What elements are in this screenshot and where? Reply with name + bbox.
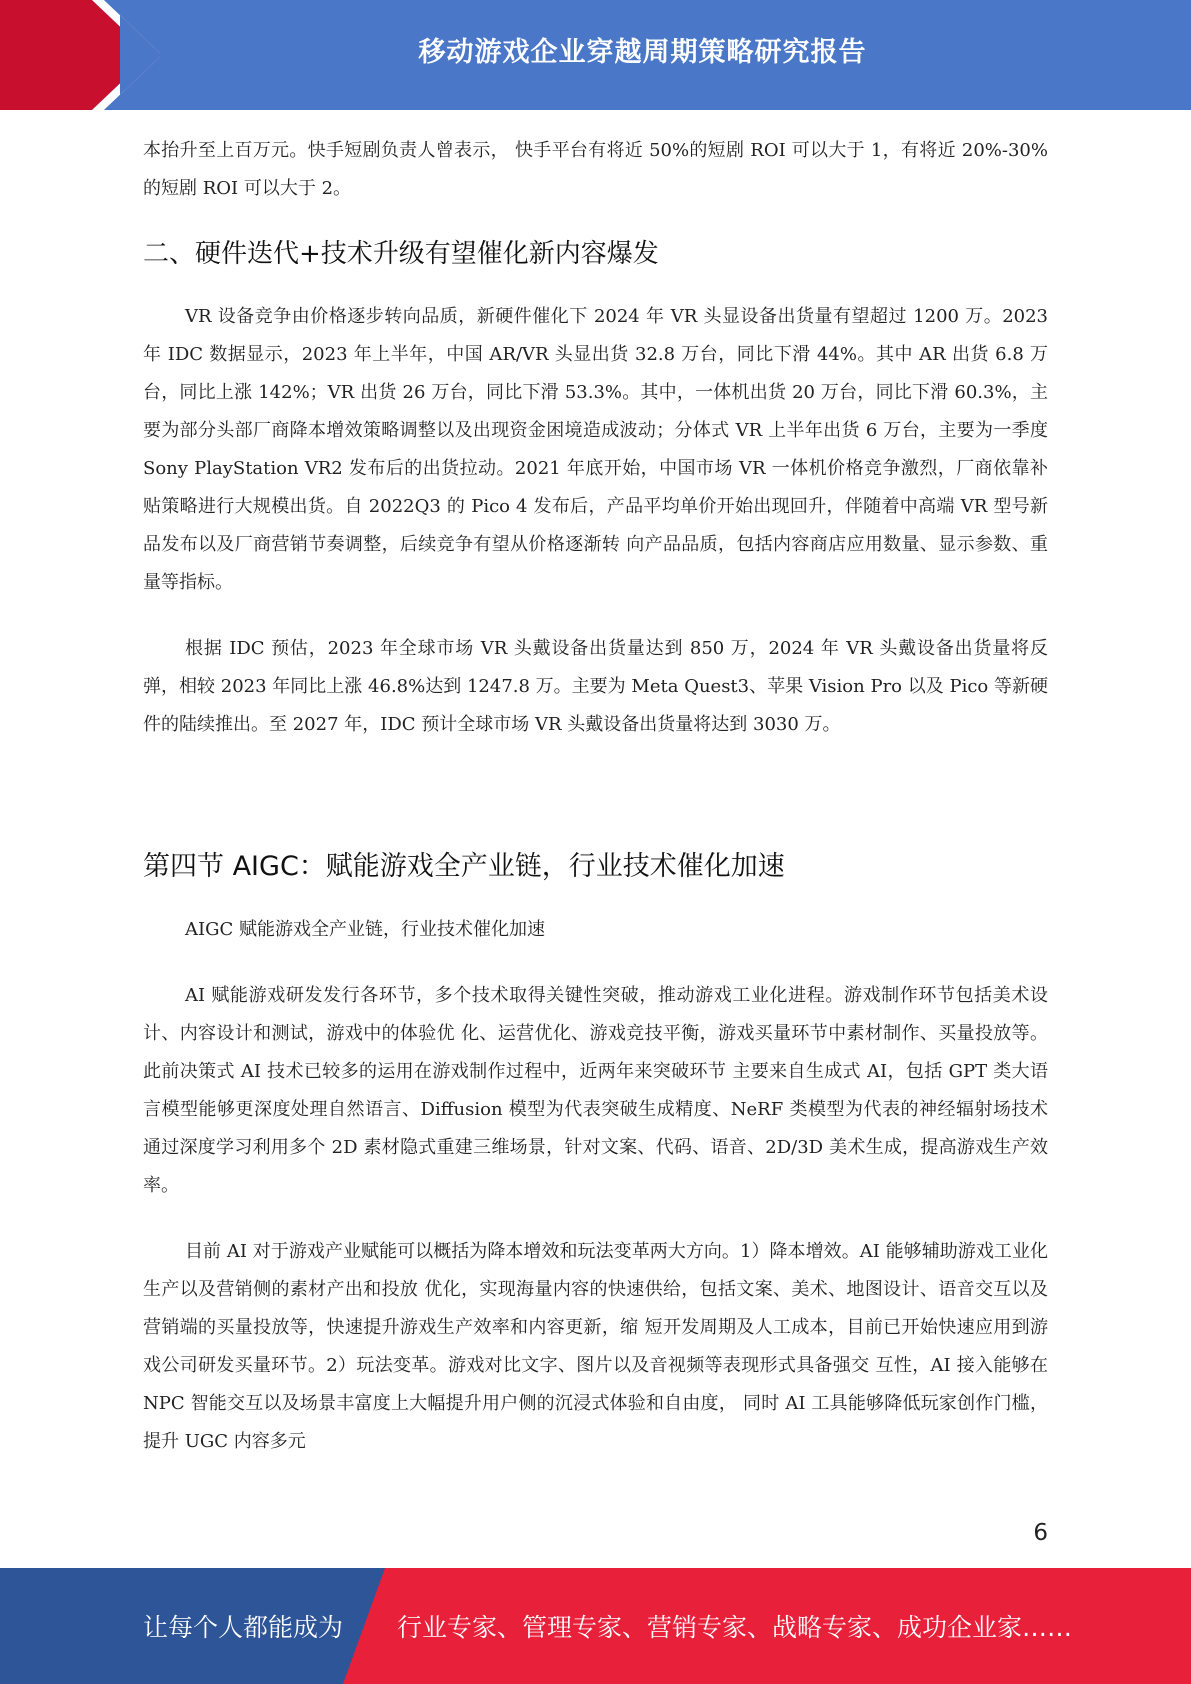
paragraph-vr-competition: VR 设备竞争由价格逐步转向品质，新硬件催化下 2024 年 VR 头显设备出货量有望超过 1200 万。2023 年 IDC 数据显示，2023 年上半年，中国 AR/VR 头显出货 32.8 万台，同比下滑 44%。其中 AR 出货 6.8 万台，同比上涨 142%；VR 出货 26 万台，同比下滑 53.3%。其中，一体机出货 20 万台，同比下滑 60.3%，主要为部分头部厂商降本增效策略调整以及出现资金困境造成波动；分体式 VR 上半年出货 6 万台，主要为一季度 Sony PlayStation VR2 发布后的出货拉动。2021 年底开始，中国市场 VR 一体机价格竞争激烈，厂商依靠补贴策略进行大规模出货。自 2022Q3 的 Pico 4 发布后，产品平均单价开始出现回升，伴随着中高端 VR 型号新品发布以及厂商营销节奏调整，后续竞争有望从价格逐渐转 向产品品质，包括内容商店应用数量、显示参数、重量等指标。 <box>143 306 1048 593</box>
paragraph-ai-directions: 目前 AI 对于游戏产业赋能可以概括为降本增效和玩法变革两大方向。1）降本增效。AI 能够辅助游戏工业化生产以及营销侧的素材产出和投放 优化，实现海量内容的快速供给，包括文案、美术、地图设计、语音交互以及营销端的买量投放等，快速提升游戏生产效率和内容更新，缩 短开发周期及人工成本，目前已开始快速应用到游戏公司研发买量环节。2）玩法变革。游戏对比文字、图片以及音视频等表现形式具备强交 互性，AI 接入能够在 NPC 智能交互以及场景丰富度上大幅提升用户侧的沉浸式体验和自由度， 同时 AI 工具能够降低玩家创作门槛，提升 UGC 内容多元 <box>143 1241 1048 1452</box>
paragraph-ai-development: AI 赋能游戏研发发行各环节，多个技术取得关键性突破，推动游戏工业化进程。游戏制作环节包括美术设计、内容设计和测试，游戏中的体验优 化、运营优化、游戏竞技平衡，游戏买量环节中素材制作、买量投放等。此前决策式 AI 技术已较多的运用在游戏制作过程中，近两年来突破环节 主要来自生成式 AI，包括 GPT 类大语言模型能够更深度处理自然语言、Diffusion 模型为代表突破生成精度、NeRF 类模型为代表的神经辐射场技术 通过深度学习利用多个 2D 素材隐式重建三维场景，针对文案、代码、语音、2D/3D 美术生成，提高游戏生产效率。 <box>143 985 1048 1196</box>
page-footer <box>0 1568 1191 1684</box>
paragraph-intro: 本抬升至上百万元。快手短剧负责人曾表示， 快手平台有将近 50%的短剧 ROI 可以大于 1，有将近 20%-30%的短剧 ROI 可以大于 2。 <box>143 140 1048 199</box>
page-number: 6 <box>1033 1520 1048 1546</box>
footer-slogan-left: 让每个人都能成为 <box>143 1613 344 1642</box>
document-body <box>143 132 1048 1461</box>
section-heading-aigc: 第四节 AIGC：赋能游戏全产业链，行业技术催化加速 <box>143 851 785 882</box>
paragraph-aigc-subtitle: AIGC 赋能游戏全产业链，行业技术催化加速 <box>185 919 545 940</box>
paragraph-vr-forecast: 根据 IDC 预估，2023 年全球市场 VR 头戴设备出货量达到 850 万，2024 年 VR 头戴设备出货量将反弹，相较 2023 年同比上涨 46.8%达到 1247.8 万。主要为 Meta Quest3、苹果 Vision Pro 以及 Pico 等新硬件的陆续推出。至 2027 年，IDC 预计全球市场 VR 头戴设备出货量将达到 3030 万。 <box>143 638 1048 735</box>
footer-slogan-right: 行业专家、管理专家、营销专家、战略专家、成功企业家…… <box>397 1613 1073 1642</box>
page-header <box>0 0 1191 110</box>
section-heading-hardware: 二、硬件迭代+技术升级有望催化新内容爆发 <box>143 239 659 269</box>
report-title: 移动游戏企业穿越周期策略研究报告 <box>418 37 867 68</box>
